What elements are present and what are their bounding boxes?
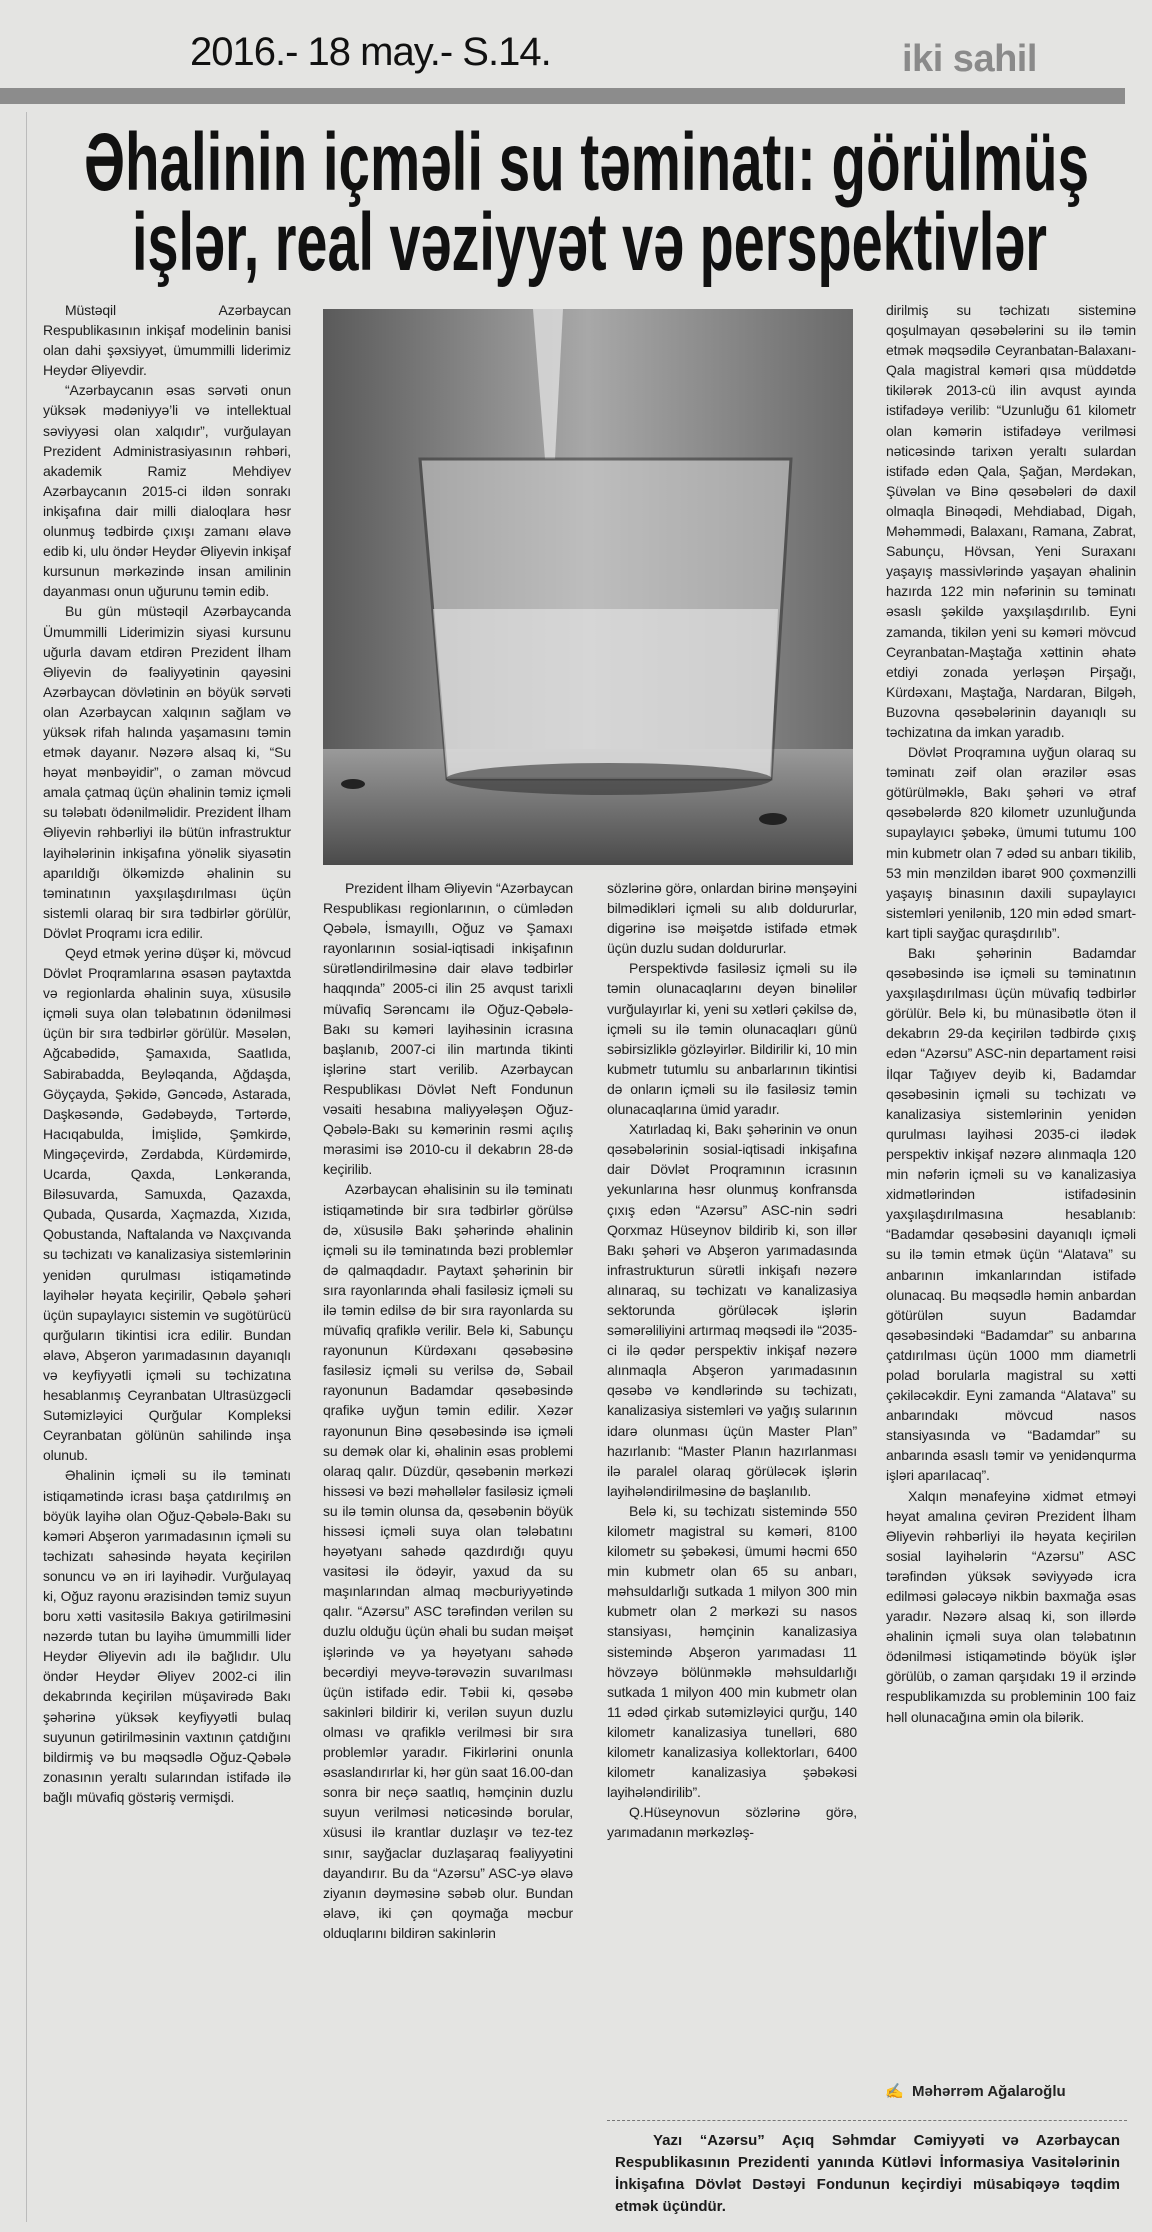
paragraph: Belə ki, su təchizatı sistemində 550 kilometr magistral su kəməri, 8100 kilometr su şəbəkəsi, ümumi həcmi 650 min kubmetr olan 65 su anbarı, məhsuldarlığı sutkada 1 milyon 300 min kubmetr olan 2 mərkəzi su nasos stansiyası, həmçinin kanalizasiya sistemində Abşeron yarımadası 11 hövzəyə bölünməklə məhsuldarlığı sutkada 1 milyon 400 min kubmetr olan 11 ədəd çirkab sutəmizləyici qurğu, 140 kilometr kanalizasiya tunelləri, 680 kilometr kanalizasiya kollektorları, 6400 kilometr kanalizasiya şəbəkəsi layihələndirilib”. [607, 1502, 857, 1801]
glass-of-water-photo [323, 309, 853, 865]
article-column-1 [43, 300, 291, 2225]
paragraph: Bu gün müstəqil Azərbaycanda Ümummilli Liderimizin siyasi kursunu uğurla davam etdirən Prezident İlham Əliyevin də fəaliyyətinin qayəsini Azərbaycan dövlətinin ən böyük sərvəti olan Azərbaycan xalqının sağlam və yüksək rifah halında yaşamasını təmin etmək dayanır. Nəzərə alsaq ki, “Su həyat mənbəyidir”, o zaman mövcud amala çatmaq üçün əhalinin təmiz içməli su tələbatı ödənilməlidir. Prezident İlham Əliyevin rəhbərliyi ilə bütün infrastruktur layihələrinin inkişafına yönəlik siyasətin aparıldığı ölkəmizdə əhalinin su təminatının yaxşılaşdırılması üçün sistemli olaraq bir sıra tədbirlər görülür, Dövlət Proqramı icra edilir. [43, 603, 291, 941]
title-line-2: işlər, real vəziyyət və perspektivlər [132, 197, 1047, 287]
paragraph: Perspektivdə fasiləsiz içməli su ilə təmin olunacaqlarını deyən binəlilər vurğulayırlar ki, yeni su xətləri çəkilsə də, içməli su ilə təmin olunacaqları günü səbirsizliklə gözləyirlər. Bildirilir ki, 10 min kubmetr tutumlu su anbarlarının tikintisi də onların içməli su ilə fasiləsiz təmin olunacaqlarına ümid yaradır. [607, 960, 857, 1118]
paragraph: Bakı şəhərinin Badamdar qəsəbəsində isə içməli su təminatının yaxşılaşdırılması üçün müvafiq tədbirlər görülür. Belə ki, bu münasibətlə ötən il dekabrın 29-da keçirilən tədbirdə çıxış edən “Azərsu” ASC-nin departament rəisi İlqar Tağıyev deyib ki, Badamdar qəsəbəsinin içməli su təchizatı və kanalizasiya sistemlərinin yenidən qurulması layihəsi 2035-ci ilədək perspektiv inkişaf nəzərə alınmaqla 120 min nəfərin içməli su və kanalizasiya xidmətlərindən istifadəsinin yaxşılaşdırılmasına hesablanıb: “Badamdar qəsəbəsini dayanıqlı içməli su ilə təmin etmək üçün “Alatava” su anbarının imkanlarından istifadə olunacaq. Bu məqsədlə həmin anbardan götürülən suyun Badamdar qəsəbəsindəki “Badamdar” su anbarına çatdırılması üçün 1000 mm diametrli polad borularla magistral su xətti çəkiləcəkdir. Eyni zamanda “Alatava” su anbarındakı mövcud nasos stansiyasında və “Badamdar” su anbarında əsaslı təmir və yenidənqurma işləri aparılacaq”. [886, 945, 1136, 1484]
note-divider [607, 2120, 1127, 2121]
article-column-3 [607, 878, 857, 2093]
paragraph: Dövlət Proqramına uyğun olaraq su təminatı zəif olan ərazilər əsas götürülməklə, Bakı şəhəri və ətraf qəsəbələrdə 820 kilometr uzunluğunda supaylayıcı şəbəkə, ümumi tutumu 100 min kubmetr olan 7 ədəd su anbarı tikilib, 53 min mənzildən ibarət 900 çoxmənzilli yaşayış binasının daxili supaylayıcı sistemləri yenilənib, 120 min ədəd smart-kart tipli sayğac quraşdırılıb”. [886, 744, 1136, 941]
margin-line [26, 112, 27, 2222]
paragraph: sözlərinə görə, onlardan birinə mənşəyini bilmədikləri içməli su alıb doldururlar, digərinə isə məişətdə istifadə etmək üçün duzlu sudan doldururlar. [607, 880, 857, 957]
paragraph: Azərbaycan əhalisinin su ilə təminatı istiqamətində bir sıra tədbirlər görülsə də, xüsusilə Bakı şəhərində əhalinin içməli su ilə təminatında bəzi problemlər də qalmaqdadır. Paytaxt şəhərinin bir sıra rayonlarında əhali fasiləsiz içməli su ilə təmin edilsə də bir sıra rayonlarda su müvafiq qrafiklə verilir. Belə ki, Sabunçu rayonunun Kürdəxanı qəsəbəsinə fasiləsiz içməli su verilsə də, Səbail rayonunun Badamdar qəsəbəsində qrafikə uyğun təmin edilir. Xəzər rayonunun Binə qəsəbəsində isə içməli su demək olar ki, əhalinin əsas problemi olaraq qalır. Düzdür, qəsəbənin mərkəzi hissəsi və bəzi məhəllələr fasiləsiz içməli su ilə təmin olunsa da, qəsəbənin böyük hissəsi içməli suya olan tələbatını həyətyanı sahədə qazdırdığı quyu vasitəsi ilə ödəyir, yaxud da su maşınlarından almaq məcburiyyətində qalır. “Azərsu” ASC tərəfindən verilən su duzlu olduğu üçün əhali bu sudan məişət işlərində və ya həyətyanı sahədə becərdiyi meyvə-tərəvəzin suvarılması üçün istifadə edir. Təbii ki, qəsəbə sakinləri bildirir ki, verilən suyun duzlu olması və qrafiklə verilməsi bir sıra problemlər yaradır. Fikirlərini onunla əsaslandırırlar ki, hər gün saat 16.00-dan sonra bir neçə saatlıq, həmçinin duzlu suyun verilməsi nəticəsində borular, xüsusi ilə krantlar duzlaşır və tez-tez sınır, sayğaclar duzlaşaraq fəaliyyətini dayandırır. Bu da “Azərsu” ASC-yə əlavə ziyanın dəyməsinə səbəb olur. Bundan əlavə, iki çən qoymağa məcbur olduqlarını bildirən sakinlərin [323, 1181, 573, 1941]
paragraph: Qeyd etmək yerinə düşər ki, mövcud Dövlət Proqramlarına əsasən paytaxtda və regionlarda əhalinin suya, xüsusilə içməli suya olan tələbatının ödənilməsi üçün bir sıra tədbirlər görülür. Məsələn, Ağcabədidə, Şamaxıda, Saatlıda, Sabirabadda, Beyləqanda, Ağdaşda, Göyçayda, Şəkidə, Gəncədə, Astarada, Daşkəsəndə, Gədəbəydə, Tərtərdə, Hacıqabulda, İmişlidə, Şəmkirdə, Mingəçevirdə, Zərdabda, Kürdəmirdə, Ucarda, Qaxda, Lənkəranda, Biləsuvarda, Samuxda, Qazaxda, Qubada, Qusarda, Xaçmazda, Xızıda, Qobustanda, Naftalanda və Naxçıvanda su təchizatı və kanalizasiya sistemlərinin yenidən qurulması istiqamətində layihələr həyata keçirilir, Qəbələ şəhəri üçün supaylayıcı sistemin və sugötürücü qurğuların tikintisi icra edilir. Bundan əlavə, Abşeron yarımadasının dayanıqlı və keyfiyyətli içməli su təchizatına hesablanmış Ceyranbatan Ultrasüzgəcli Sutəmizləyici Qurğular Kompleksi Ceyranbatan gölünün sahilində inşa olunub. [43, 945, 291, 1464]
article-column-4 [886, 300, 1136, 2085]
article-column-2 [323, 878, 573, 2223]
author-name: Məhərrəm Ağalaroğlu [912, 2083, 1066, 2100]
competition-note [615, 2130, 1120, 2218]
title-line-1: Əhalinin içməli su təminatı: görülmüş [84, 117, 1089, 208]
paragraph: Xatırladaq ki, Bakı şəhərinin və onun qəsəbələrinin sosial-iqtisadi inkişafına dair Dövlət Proqramının icrasının yekunlarına həsr olunmuş konfransda çıxış edən “Azərsu” ASC-nin sədri Qorxmaz Hüseynov bildirib ki, son illər Bakı şəhəri və Abşeron yarımadasında infrastrukturun sürətli inkişafı nəzərə alınaraq, su təchizatı və kanalizasiya sektorunda görüləcək işlərin səmərəliliyini artırmaq məqsədi ilə “2035-ci ilə qədər perspektiv inkişaf nəzərə alınmaqla Abşeron yarımadasının qəsəbə və kəndlərində su təchizatı, kanalizasiya sistemləri və yağış sularının idarə olunması üçün Master Plan” hazırlanıb: “Master Planın hazırlanması ilə paralel olaraq görüləcək işlərin layihələndirilməsinə də başlanılıb. [607, 1121, 857, 1499]
article-title [80, 112, 1100, 287]
note-text: Yazı “Azərsu” Açıq Səhmdar Cəmiyyəti və Azərbaycan Respublikasının Prezidenti yanında Kütləvi İnformasiya Vasitələrinin İnkişafına Dövlət Dəstəyi Fondunun keçirdiyi müsabiqəyə təqdim etmək üçündür. [615, 2132, 1120, 2215]
paragraph: Əhalinin içməli su ilə təminatı istiqamətində icrası başa çatdırılmış ən böyük layihə olan Oğuz-Qəbələ-Bakı su kəməri Abşeron yarımadasının içməli su təchizatı sahəsində həyata keçirilən sonuncu və ən iri layihədir. Vurğulayaq ki, Oğuz rayonu ərazisindən təmiz suyun boru xətti vasitəsilə Bakıya gətirilməsini nəzərdə tutan bu layihə ümummilli lider Heydər Əliyevin adı ilə bağlıdır. Ulu öndər Heydər Əliyev 2002-ci ilin dekabrında keçirilən müşavirədə Bakı şəhərinə yüksək keyfiyyətli bulaq suyunun gətirilməsinin vaxtının çatdığını bildirmiş və bu məqsədlə Oğuz-Qəbələ zonasının yeraltı sularından istifadə ilə bağlı müvafiq göstəriş vermişdi. [43, 1467, 291, 1805]
pen-icon: ✍ [885, 2083, 913, 2100]
paragraph: Müstəqil Azərbaycan Respublikasının inkişaf modelinin banisi olan dahi şəxsiyyət, ümummilli liderimiz Heydər Əliyevdir. [43, 302, 291, 379]
paragraph: “Azərbaycanın əsas sərvəti onun yüksək mədəniyyə’li və intellektual səviyyəsi olan xalqıdır”, vurğulayan Prezident Administrasiyasının rəhbəri, akademik Ramiz Mehdiyev Azərbaycanın 2015-ci ildən sonrakı inkişafına dair milli dialoqlara həsr olunmuş tədbirdə çıxışı zamanı əlavə edib ki, ulu öndər Heydər Əliyevin inkişaf kursunun mərkəzində insan amilinin dayanması onun uğurunu təmin edib. [43, 382, 291, 600]
header-rule [0, 88, 1125, 104]
paragraph: Prezident İlham Əliyevin “Azərbaycan Respublikası regionlarının, o cümlədən Qəbələ, İsmayıllı, Oğuz və Şamaxı rayonlarının sosial-iqtisadi inkişafının sürətləndirilməsinə dair əlavə tədbirlər haqqında” 2005-ci ilin 25 avqust tarixli müvafiq Sərəncamı ilə Oğuz-Qəbələ-Bakı su kəməri layihəsinin icrasına başlanıb, 2007-ci ilin martında tikinti işlərinə start verilib. Azərbaycan Respublikası Dövlət Neft Fondunun vəsaiti hesabına maliyyələşən Oğuz-Qəbələ-Bakı su kəmərinin rəsmi açılış mərasimi isə 2010-cu il dekabrın 28-də keçirilib. [323, 880, 573, 1178]
paragraph: dirilmiş su təchizatı sisteminə qoşulmayan qəsəbələrini su ilə təmin etmək məqsədilə Ceyranbatan-Balaxanı-Qala magistral kəməri qısa müddətdə tikilərək 2013-cü ilin avqust ayında istifadəyə verilib: “Uzunluğu 61 kilometr olan kəmərin istifadəyə verilməsi nəticəsində tarixən yeraltı sulardan istifadə edən Qala, Şağan, Mərdəkan, Şüvəlan və Binə qəsəbələri də daxil olmaqla Binəqədi, Mehdiabad, Digah, Məhəmmədi, Balaxanı, Ramana, Zabrat, Sabunçu, Hövsan, Yeni Suraxanı yaşayış massivlərində yaşayan əhalinin hazırda 122 min nəfərinin su təminatı əsaslı şəkildə yaxşılaşdırılıb. Eyni zamanda, tikilən yeni su kəməri mövcud Ceyranbatan-Maştağa xəttinin əhatə etdiyi zonada yerləşən Pirşağı, Kürdəxanı, Maştağa, Nardaran, Bilgəh, Buzovna qəsəbələrinin dayanıqlı su təchizatına da imkan yaradıb. [886, 302, 1136, 740]
paragraph: Q.Hüseynovun sözlərinə görə, yarımadanın mərkəzləş- [607, 1804, 857, 1841]
paragraph: Xalqın mənafeyinə xidmət etməyi həyat amalına çevirən Prezident İlham Əliyevin rəhbərliyi ilə həyata keçirilən sosial layihələrin “Azərsu” ASC tərəfindən yüksək səviyyədə icra edilməsi gələcəyə nikbin baxmağa əsas yaradır. Nəzərə alsaq ki, son illərdə əhalinin içməli suya olan tələbatının ödənilməsi istiqamətində böyük işlər görülüb, o zaman qarşıdakı 19 il ərzində respublikamızda su probleminin 100 faiz həll olunacağına əmin ola bilərik. [886, 1487, 1136, 1725]
publication-date-reference: 2016.- 18 may.- S.14. [190, 30, 551, 74]
author-byline [885, 2082, 1066, 2100]
newspaper-name: iki sahil [902, 38, 1037, 80]
